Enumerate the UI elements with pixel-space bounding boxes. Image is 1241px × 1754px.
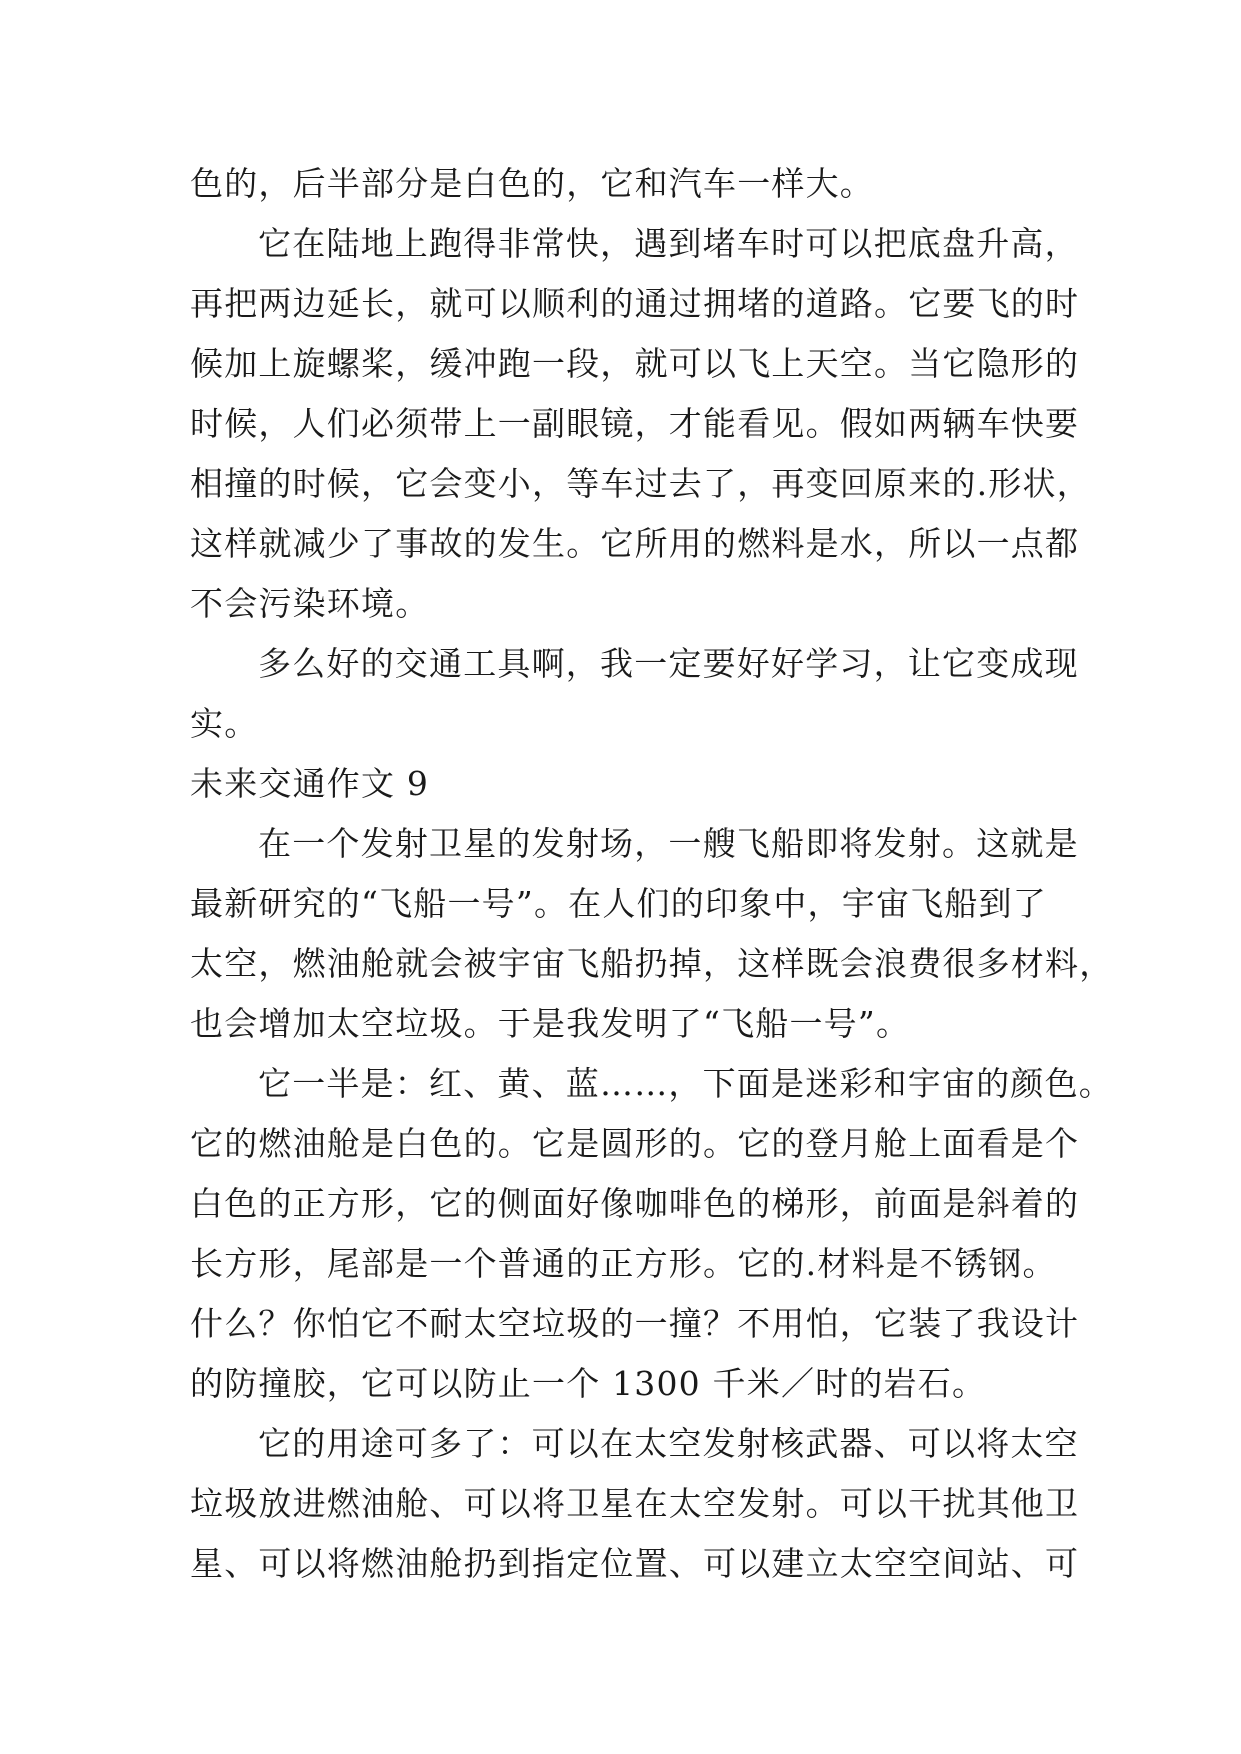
section-heading: 未来交通作文 9 bbox=[190, 764, 430, 803]
text-line: 色的，后半部分是白色的，它和汽车一样大。 bbox=[190, 164, 874, 203]
text-line: 太空，燃油舱就会被宇宙飞船扔掉，这样既会浪费很多材料， bbox=[190, 944, 1114, 983]
text-line: 长方形，尾部是一个普通的正方形。它的.材料是不锈钢。 bbox=[190, 1244, 1057, 1283]
text-line: 时候，人们必须带上一副眼镜，才能看见。假如两辆车快要 bbox=[190, 404, 1080, 443]
essay-body bbox=[190, 154, 1114, 1594]
paragraph-start-line: 它的用途可多了：可以在太空发射核武器、可以将太空 bbox=[258, 1424, 1079, 1463]
text-line: 相撞的时候，它会变小，等车过去了，再变回原来的.形状， bbox=[190, 464, 1091, 503]
text-line: 什么？你怕它不耐太空垃圾的一撞？不用怕，它装了我设计 bbox=[190, 1304, 1080, 1343]
text-line: 白色的正方形，它的侧面好像咖啡色的梯形，前面是斜着的 bbox=[190, 1184, 1080, 1223]
paragraph-start-line: 它一半是：红、黄、蓝……，下面是迷彩和宇宙的颜色。 bbox=[258, 1064, 1113, 1103]
text-line: 再把两边延长，就可以顺利的通过拥堵的道路。它要飞的时 bbox=[190, 284, 1080, 323]
text-line: 星、可以将燃油舱扔到指定位置、可以建立太空空间站、可 bbox=[190, 1544, 1080, 1583]
text-line: 这样就减少了事故的发生。它所用的燃料是水，所以一点都 bbox=[190, 524, 1080, 563]
text-line: 最新研究的“飞船一号”。在人们的印象中，宇宙飞船到了 bbox=[190, 884, 1047, 923]
text-line: 的防撞胶，它可以防止一个 1300 千米／时的岩石。 bbox=[190, 1364, 987, 1403]
text-line: 垃圾放进燃油舱、可以将卫星在太空发射。可以干扰其他卫 bbox=[190, 1484, 1080, 1523]
text-line: 不会污染环境。 bbox=[190, 584, 430, 623]
text-line: 实。 bbox=[190, 704, 259, 743]
text-line: 候加上旋螺桨，缓冲跑一段，就可以飞上天空。当它隐形的 bbox=[190, 344, 1080, 383]
paragraph-start-line: 多么好的交通工具啊，我一定要好好学习，让它变成现 bbox=[258, 644, 1079, 683]
text-line: 它的燃油舱是白色的。它是圆形的。它的登月舱上面看是个 bbox=[190, 1124, 1080, 1163]
paragraph-start-line: 它在陆地上跑得非常快，遇到堵车时可以把底盘升高， bbox=[258, 224, 1079, 263]
text-line: 也会增加太空垃圾。于是我发明了“飞船一号”。 bbox=[190, 1004, 911, 1043]
paragraph-start-line: 在一个发射卫星的发射场，一艘飞船即将发射。这就是 bbox=[258, 824, 1079, 863]
